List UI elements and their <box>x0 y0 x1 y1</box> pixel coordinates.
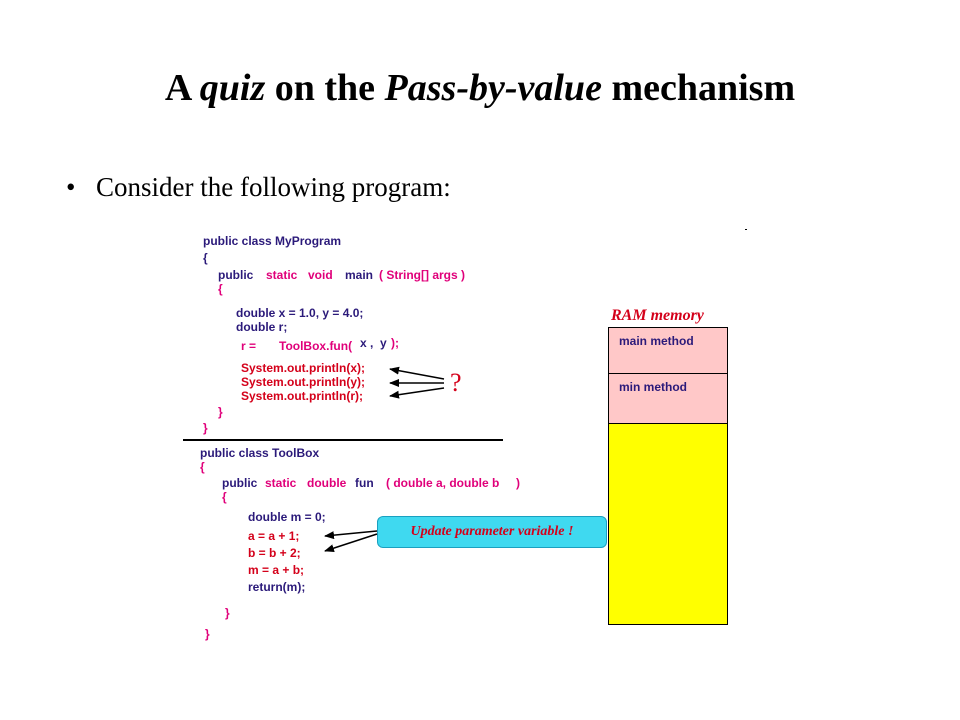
fun-params: ( double a, double b <box>386 476 500 490</box>
page-title: A quiz on the Pass-by-value mechanism <box>164 67 796 109</box>
declare-r: double r; <box>236 320 288 334</box>
title-quiz: quiz <box>199 67 266 109</box>
arrow-to-assign-b <box>325 534 377 551</box>
print-y: System.out.println(y); <box>241 375 366 389</box>
arrow-to-assign-a <box>325 531 377 536</box>
call-toolbox-fun: ToolBox.fun( <box>279 339 353 353</box>
ram-cell-min-method: min method <box>609 374 727 424</box>
update-parameter-callout: Update parameter variable ! <box>377 516 607 548</box>
myprogram-close-brace: } <box>203 421 208 435</box>
toolbox-class-line: public class ToolBox <box>200 446 320 460</box>
main-void-keyword: void <box>308 268 333 282</box>
declare-m: double m = 0; <box>248 510 326 524</box>
bullet-text: Consider the following program: <box>96 172 451 202</box>
assign-m: m = a + b; <box>248 563 305 577</box>
fun-close-brace: } <box>225 606 230 620</box>
arrow-to-print-x <box>390 369 444 379</box>
return-statement: return(m); <box>248 580 306 594</box>
print-r: System.out.println(r); <box>241 389 363 403</box>
call-arguments: x , y <box>360 336 387 350</box>
fun-params-close: ) <box>516 476 520 490</box>
assign-a: a = a + 1; <box>248 529 300 543</box>
main-close-brace: } <box>218 405 223 419</box>
fun-method-name: fun <box>355 476 374 490</box>
main-open-brace: { <box>218 282 223 296</box>
toolbox-close-brace: } <box>205 627 210 641</box>
print-x: System.out.println(x); <box>241 361 366 375</box>
fun-open-brace: { <box>222 490 227 504</box>
main-static-keyword: static <box>266 268 298 282</box>
main-public-keyword: public <box>218 268 254 282</box>
assign-b: b = b + 2; <box>248 546 301 560</box>
declare-x-y: double x = 1.0, y = 4.0; <box>236 306 364 320</box>
myprogram-class-line: public class MyProgram <box>203 234 342 248</box>
toolbox-open-brace: { <box>200 460 205 474</box>
ram-memory-title: RAM memory <box>611 307 704 324</box>
question-mark: ? <box>450 368 462 397</box>
title-pass-by-value: Pass-by-value <box>384 67 602 109</box>
call-close: ); <box>391 336 399 350</box>
ram-cell-main-method: main method <box>609 328 727 374</box>
main-method-name: main <box>345 268 374 282</box>
fun-public-keyword: public <box>222 476 258 490</box>
fun-return-type: double <box>307 476 347 490</box>
myprogram-open-brace: { <box>203 251 208 265</box>
main-params: ( String[] args ) <box>379 268 465 282</box>
call-r-assign: r = <box>241 339 257 353</box>
bullet-icon: • <box>66 172 76 202</box>
fun-static-keyword: static <box>265 476 297 490</box>
arrow-to-print-r <box>390 388 444 396</box>
